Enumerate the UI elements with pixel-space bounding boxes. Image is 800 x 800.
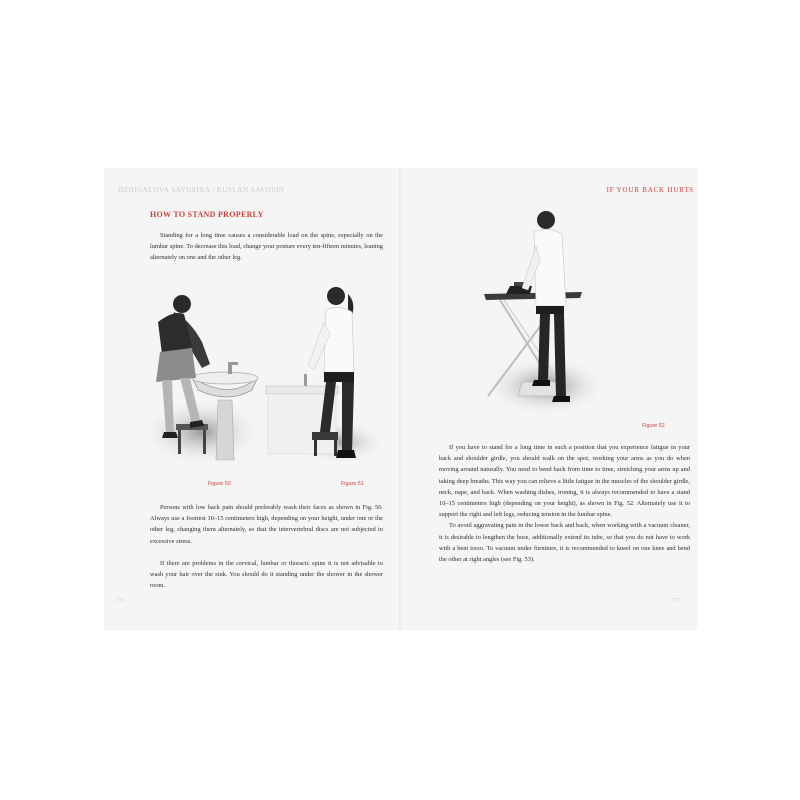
page-number-left: 176	[116, 598, 125, 604]
figure-52-caption: Figure 52	[642, 423, 665, 429]
right-body-text	[439, 442, 690, 565]
page-number-right: 177	[672, 598, 681, 604]
left-body-text	[150, 502, 383, 591]
left-paragraph-1: Persons with low back pain should preferably wash their faces as shown in Fig. 50. Always use a footrest 10–15 centimeters high, depending on your height, under one or the other leg, changing them alternately, so that the intervertebral discs are not subjected to excessive stress.	[150, 504, 383, 545]
intro-paragraph	[150, 230, 383, 264]
figure-52-photo	[470, 206, 610, 422]
figure-50-caption: Figure 50	[208, 481, 231, 487]
book-gutter	[399, 168, 403, 630]
figure-51-caption: Figure 51	[341, 481, 364, 487]
figure-51-photo	[264, 282, 384, 470]
running-head-right: IF YOUR BACK HURTS	[606, 186, 694, 194]
right-paragraph-1: If you have to stand for a long time in such a position that you experience fatigue in your back and shoulder girdle, you should walk on the spot, working your arms as you do when moving around naturally. You need to bend back from time to time, stretching your arms up and taking deep breaths. This way you can relieve a little fatigue in the muscles of the shoulder girdle, neck, nape, and back. When washing dishes, ironing, it is always recommended to have a stand 10–15 centimeters high (depending on your height), as shown in Fig. 52. Alternately use it to support the right and left legs, reducing tension in the lumbar spine.	[439, 444, 690, 519]
right-paragraph-2: To avoid aggravating pain in the lower back and back, when working with a vacuum cleaner, it is desirable to lengthen the hose, additionally extend its tube, so that you do not have to work with a bent torso. To vacuum under furniture, it is recommended to kneel on one knee and bend the other at right angles (see Fig. 53).	[439, 522, 690, 564]
left-paragraph-2: If there are problems in the cervical, lumbar or thoracic spine it is not advisable to wash your hair over the sink. You should do it standing under the shower in the shower room.	[150, 559, 383, 590]
section-title: HOW TO STAND PROPERLY	[150, 210, 264, 219]
running-head-left: DZHIGALOVA SAVOSINA | RUSLAN SAVOSIN	[118, 186, 285, 194]
intro-text: Standing for a long time causes a considerable load on the spine, especially on the lumbar spine. To decrease this load, change your posture every ten-fifteen minutes, leaning alternately on one and the other leg.	[150, 232, 383, 262]
figure-50-photo	[140, 282, 266, 470]
